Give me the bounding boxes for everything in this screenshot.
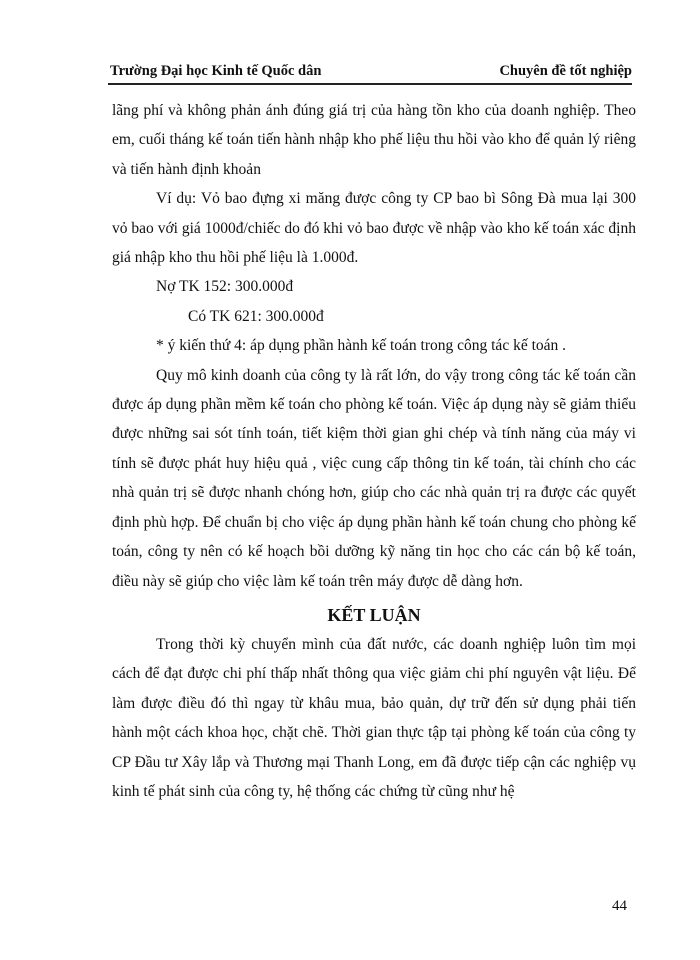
paragraph-example: Ví dụ: Vỏ bao đựng xi măng được công ty CP bao bì Sông Đà mua lại 300 vỏ bao với giá 1000đ/chiếc do đó khi vỏ bao được về nhập vào kho kế toán xác định giá nhập kho thu hồi phế liệu là 1.000đ.: [112, 190, 636, 267]
paragraph-conclusion: Trong thời kỳ chuyển mình của đất nước, các doanh nghiệp luôn tìm mọi cách để đạt được chi phí thấp nhất thông qua việc giảm chi phí nguyên vật liệu. Để làm được điều đó thì ngay từ khâu mua, bảo quản, dự trữ đến sử dụng phải tiến hành một cách khoa học, chặt chẽ. Thời gian thực tập tại phòng kế toán của công ty CP Đầu tư Xây lắp và Thương mại Thanh Long, em đã được tiếp cận các nghiệp vụ kinh tế phát sinh của công ty, hệ thống các chứng từ cũng như hệ: [112, 635, 636, 800]
entry-debit: Nợ TK 152: 300.000đ: [156, 278, 294, 296]
opinion-heading: * ý kiến thứ 4: áp dụng phần hành kế toán trong công tác kế toán .: [156, 337, 567, 355]
entry-credit: Có TK 621: 300.000đ: [188, 307, 324, 325]
paragraph-waste-recovery: lãng phí và không phản ánh đúng giá trị của hàng tồn kho của doanh nghiệp. Theo em, cuối tháng kế toán tiến hành nhập kho phế liệu thu hồi vào kho để quản lý riêng và tiến hành định khoản: [112, 102, 636, 178]
paragraph-accounting-software: Quy mô kinh doanh của công ty là rất lớn, do vậy trong công tác kế toán cần được áp dụng phần mềm kế toán cho phòng kế toán. Việc áp dụng này sẽ giảm thiểu được những sai sót tính toán, tiết kiệm thời gian ghi chép và tính năng của máy vi tính sẽ được phát huy hiệu quả , việc cung cấp thông tin kế toán, tài chính cho các nhà quản trị sẽ được nhanh chóng hơn, giúp cho các nhà quản trị ra được các quyết định phù hợp. Để chuẩn bị cho việc áp dụng phần hành kế toán chung cho phòng kế toán, công ty nên có kế hoạch bồi dưỡng kỹ năng tin học cho các cán bộ kế toán, điều này sẽ giúp cho việc làm kế toán trên máy được dễ dàng hơn.: [112, 366, 636, 590]
conclusion-title: KẾT LUẬN: [327, 604, 421, 625]
page-number: 44: [612, 898, 627, 914]
page-header: [108, 61, 632, 85]
header-report-title: Chuyên đề tốt nghiệp: [499, 63, 632, 79]
page-body: [112, 96, 636, 806]
header-university: Trường Đại học Kinh tế Quốc dân: [110, 63, 322, 79]
